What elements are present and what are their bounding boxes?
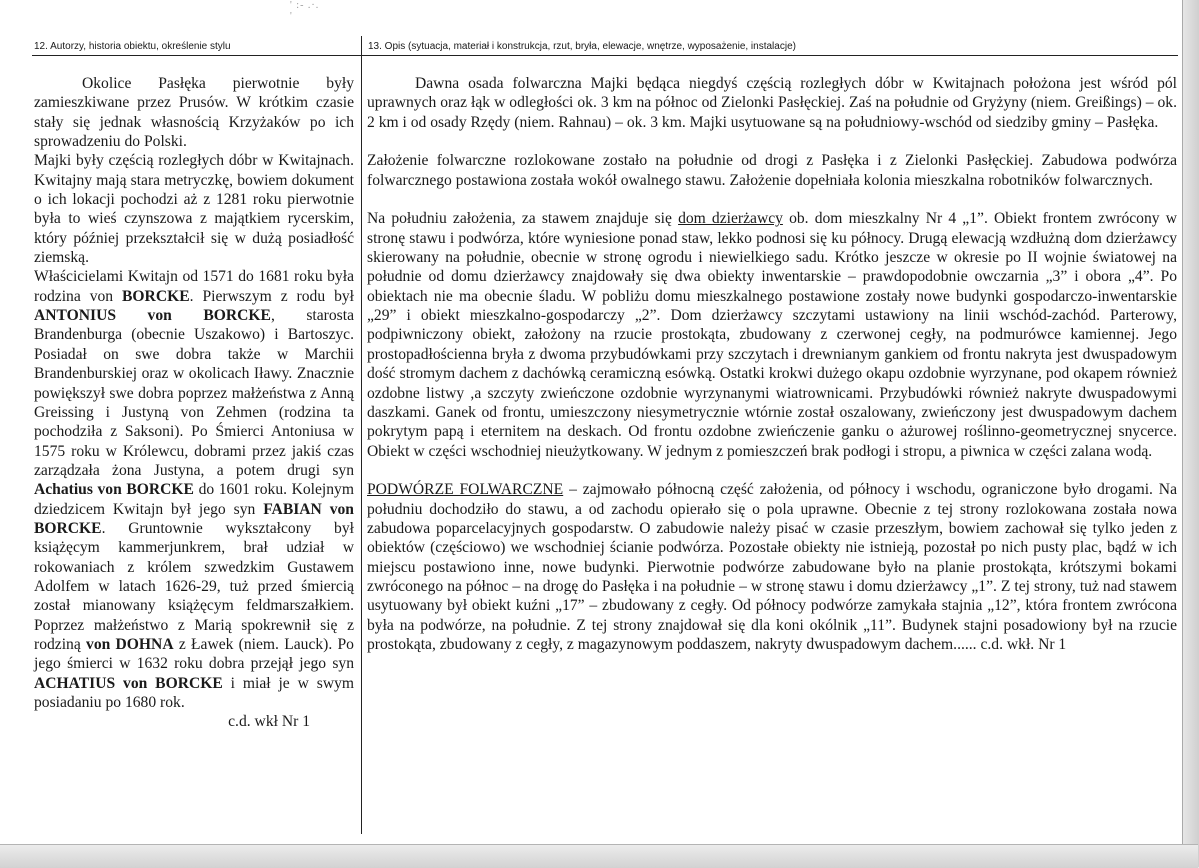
person-name: Achatius von BORCKE [34, 481, 194, 499]
section-heading: PODWÓRZE FOLWARCZNE [367, 481, 564, 499]
text-run: do 1601 roku. Kolejnym dziedzicem Kwitajn był jego syn [34, 481, 354, 518]
description-paragraph-farmyard [367, 480, 1177, 654]
person-name: ACHATIUS von BORCKE [34, 674, 223, 692]
text-run: i miał je w swym posiadaniu po 1680 rok. [34, 674, 355, 711]
column-divider [361, 36, 362, 834]
person-name: ANTONIUS von BORCKE [34, 307, 271, 325]
text-run: . Gruntownie wykształcony był książęcym kammerjunkrem, brał udział w rokowaniach z królem szwedzkim Gustawem Adolfem w latach 1626-29, tuż przed śmiercią został mianowany książęcym feldmarszałkiem. Poprzez małżeństwo z Marią spokrewnił się z rodziną [34, 519, 354, 653]
paragraph-spacer [367, 190, 1177, 209]
header-divider [32, 55, 1178, 56]
right-column-header: 13. Opis (sytuacja, materiał i konstrukcja, rzut, bryła, elewacje, wnętrze, wyposażenie, instalacje) [368, 41, 796, 52]
paragraph-spacer [367, 132, 1177, 151]
section-term: dom dzierżawcy [678, 210, 783, 228]
history-paragraph-borcke-family [34, 267, 354, 712]
description-column [367, 74, 1177, 654]
description-paragraph-tenant-house [367, 209, 1177, 460]
text-run: – zajmowało północną część założenia, od północy i wschodu, ograniczone było drogami. Na południu dochodziło do stawu, a od zachodu opierało się o pola uprawne. Obecnie z tej strony rozlokowana została nowa zabudowa poparcelacyjnych gospodarstw. O zabudowie należy pisać w czasie przeszłym, bowiem zachował się tylko jeden z obiektów (częściowo) we wschodniej ścianie podwórza. Pozostałe obiekty nie istnieją, pozostał po nich pusty plac, bądź w ich miejscu postawiono inne, nowe budynki. Pierwotnie podwórze zabudowane było na planie prostokąta, krótszymi bokami zwróconego na północ – na drogę do Pasłęka i na południe – w stronę stawu i domu dzierżawcy „1”. Z tej strony, tuż nad stawem usytuowany był obiekt kuźni „17” – zbudowany z cegły. Od północy podwórze zamykała stajnia „12”, która frontem zwrócona była na podwórze, na południe. Z tej strony znajdował się dla koni okólnik „11”. Budynek stajni posadowiony był na rzucie prostokąta, zbudowany z cegły, z magazynowym poddaszem, nakryty dwuspadowym dachem...... c.d. wkł. Nr 1 [367, 481, 1177, 653]
scan-artifact: ' :- .·. ' [290, 0, 320, 22]
text-run: . Pierwszym z rodu był [189, 287, 354, 305]
scan-border-bottom [0, 844, 1198, 868]
text-run: Na południu założenia, za stawem znajduje się [367, 210, 679, 228]
text-run: Właścicielami Kwitajn od 1571 do 1681 roku była rodzina von [34, 268, 354, 305]
continuation-note: c.d. wkł Nr 1 [228, 713, 310, 731]
family-name: von DOHNA [86, 635, 174, 653]
text-run: , starosta Brandenburga (obecnie Uszakowo) i Bartoszyc. Posiadał on swe dobra także w Marchii Brandenburskiej oraz w okolicach Iławy. Znacznie powiększył swe dobra poprzez małżeństwa z Anną Greissing i Justyną von Zehmen (rodzina ta pochodziła z Saksoni). Po Śmierci Antoniusa w 1575 roku w Królewcu, dobrami przez jakiś czas zarządzała żona Justyna, a potem drugi syn [34, 307, 354, 479]
left-column-header: 12. Autorzy, historia obiektu, określenie stylu [34, 41, 231, 52]
text-run: z Ławek (niem. Lauck). Po jego śmierci w 1632 roku dobra przejął jego syn [34, 635, 354, 673]
description-paragraph-location: Dawna osada folwarczna Majki będąca niegdyś częścią rozległych dóbr w Kwitajnach położona jest wśród pól uprawnych oraz łąk w odległości ok. 3 km na północ od Zielonki Pasłęckiej. Zaś na południe od Gryżyny (niem. Greißings) – ok. 2 km i od osady Rzędy (niem. Rahnau) – ok. 3 km. Majki usytuowane są na południowy-wschód od siedziby gminy – Pasłęka. [367, 75, 1177, 131]
history-paragraph-prussians: Okolice Pasłęka pierwotnie były zamieszkiwane przez Prusów. W krótkim czasie stały się jednak własnością Krzyżaków po ich sprowadzeniu do Polski. [34, 75, 354, 151]
person-name: FABIAN von BORCKE [34, 500, 354, 537]
scan-border-right [1182, 0, 1199, 867]
family-name: BORCKE [122, 287, 190, 305]
paragraph-spacer [367, 461, 1177, 480]
text-run: ob. dom mieszkalny Nr 4 „1”. Obiekt frontem zwrócony w stronę stawu i podwórza, które wyniesione ponad staw, lekko podnosi się ku północy. Drugą elewacją wzdłużną dom dzierżawcy skierowany na południe, obecnie w stronę ogrodu i niewielkiego sadu. Krótko jeszcze w okresie po II wojnie światowej na południe od domu dzierżawcy znajdowały się dwa obiekty inwentarskie – prawdopodobnie owczarnia „3” i obora „4”. Po obiektach nie ma obecnie śladu. W pobliżu domu mieszkalnego postawione zostały nowe budynki gospodarczo-inwentarskie „29” i obiekt mieszkalno-gospodarczy „2”. Dom dzierżawcy szczytami ustawiony na linii wschód-zachód. Parterowy, podpiwniczony obiekt, założony na rzucie prostokąta, zbudowany z czerwonej cegły, na podmurówce kamiennej. Jego prostopadłościenna bryła z dwoma przybudówkami przy szczytach i drewnianym gankiem od frontu nakryta jest dwuspadowym dość stromym dachem z dachówką ceramiczną esówką. Ostatki krokwi dużego okapu ozdobnie wyrzynane, pod okapem również ozdobne listwy ,a szczyty zwieńczone ozdobnie wyrzynanymi wiatrownicami. Przybudówki również nakryte dwuspadowymi daszkami. Ganek od frontu, umieszczony niesymetrycznie wtórnie został oszalowany, zwieńczony jest dwuspadowym dachem pokrytym papą i eternitem na deskach. Od frontu ozdobne zwieńczenie ganku o ażurowej roślinno-geometrycznej snycerce. Obiekt w części wschodniej nieużytkowany. W jednym z pomieszczeń brak podłogi i stropu, a piwnica w części zalana wodą. [367, 210, 1177, 460]
history-column [34, 74, 354, 732]
history-paragraph-kwitajny: Majki były częścią rozległych dóbr w Kwitajnach. Kwitajny mają stara metryczkę, bowiem dokument o ich lokacji pochodzi aż z 1281 roku pierwotnie była to wieś czynszowa z majątkiem rycerskim, który później przekształcił się w dużą posiadłość ziemską. [34, 152, 354, 267]
description-paragraph-layout: Założenie folwarczne rozlokowane zostało na południe od drogi z Pasłęka i z Zielonki Pasłęckiej. Zabudowa podwórza folwarcznego postawiona została wokół owalnego stawu. Założenie dopełniała kolonia mieszkalna robotników folwarcznych. [367, 152, 1177, 189]
